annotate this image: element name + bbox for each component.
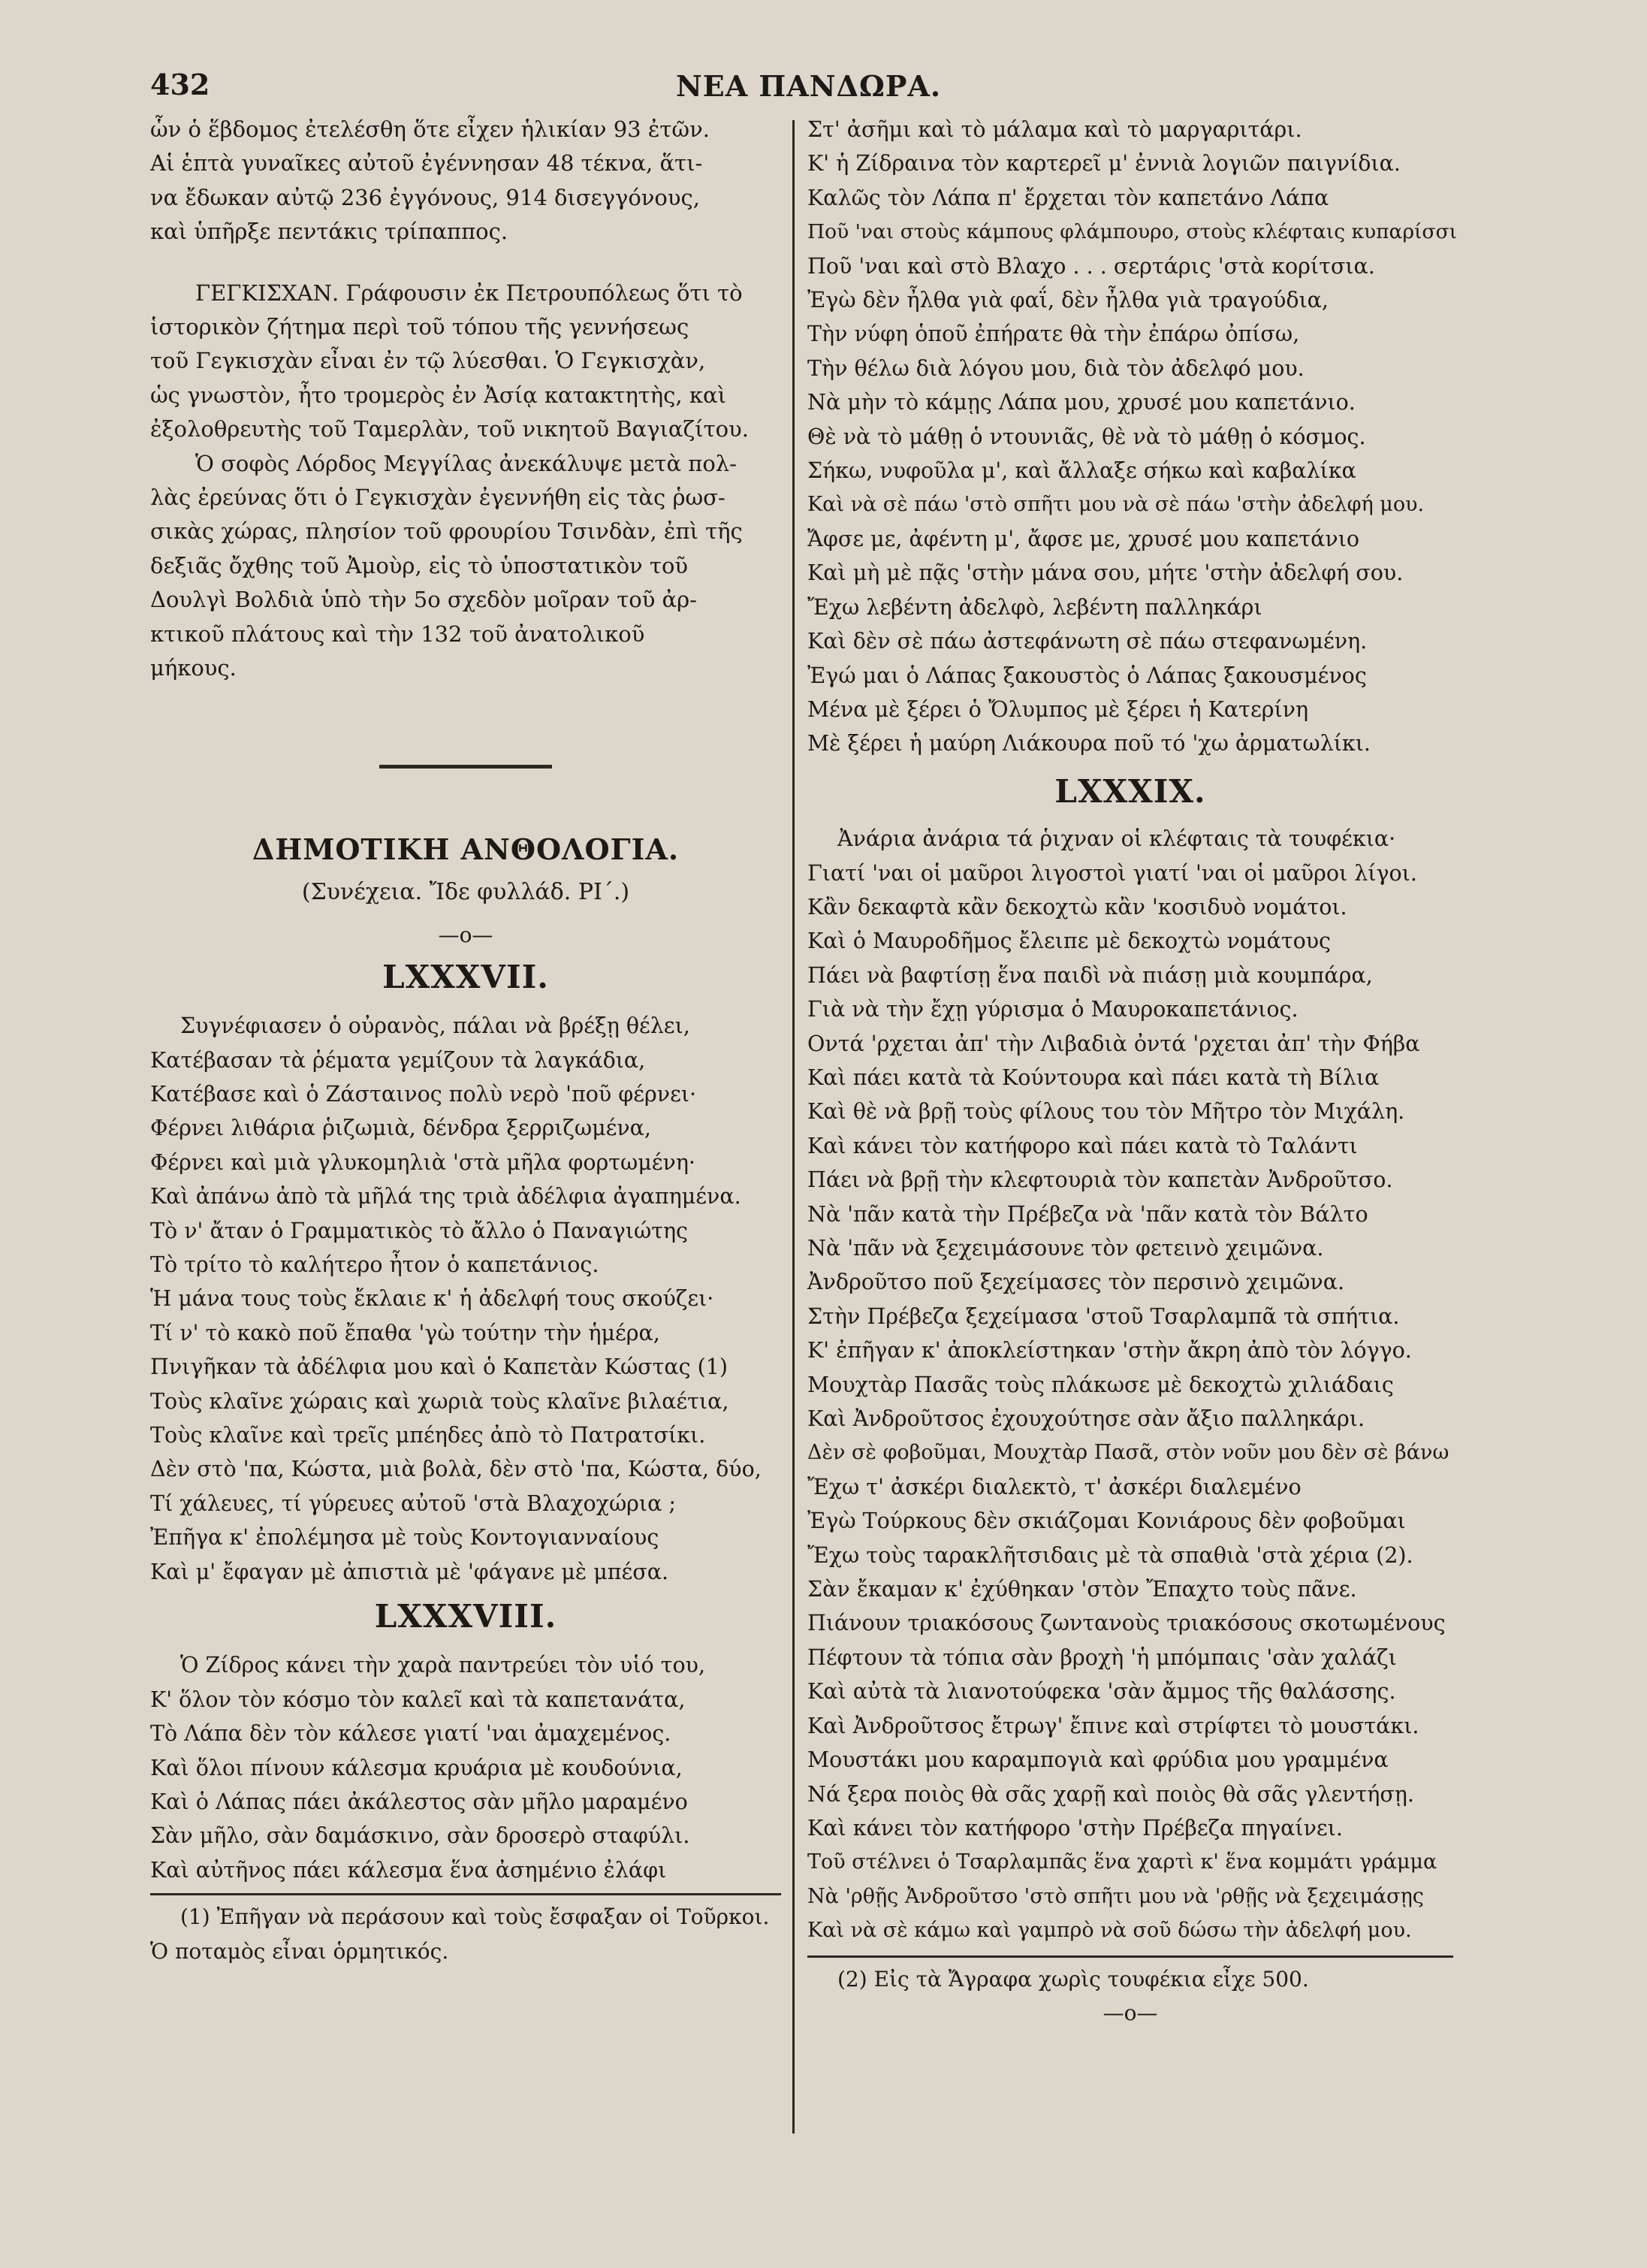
verse-line: Ἄφσε με, ἀφέντη μ', ἄφσε με, χρυσέ μου καπετάνιο bbox=[807, 526, 1360, 551]
poem-89 bbox=[807, 822, 1453, 1947]
verse-line: Γιὰ νὰ τὴν ἔχῃ γύρισμα ὁ Μαυροκαπετάνιος. bbox=[807, 997, 1299, 1022]
verse-line: Ἐπῆγα κ' ἐπολέμησα μὲ τοὺς Κοντογιανναίους bbox=[150, 1525, 659, 1551]
verse-line: Σὰν ἔκαμαν κ' ἐχύθηκαν 'στὸν Ἔπαχτο τοὺς πᾶνε. bbox=[807, 1577, 1357, 1602]
text-line: λὰς ἐρεύνας ὅτι ὁ Γεγκισχὰν ἐγεννήθη εἰς τὰς ῥωσ- bbox=[150, 485, 725, 511]
left-footnote bbox=[150, 1900, 781, 1968]
text-line: ὡς γνωστὸν, ἦτο τρομερὸς ἐν Ἀσίᾳ κατακτητὴς, καὶ bbox=[150, 382, 726, 408]
verse-line: Ἐγὼ δὲν ἦλθα γιὰ φαΐ, δὲν ἦλθα γιὰ τραγούδια, bbox=[807, 288, 1329, 313]
text-line: Αἱ ἑπτὰ γυναῖκες αὐτοῦ ἐγέννησαν 48 τέκνα, ἅτι- bbox=[150, 150, 703, 177]
genghis-paragraph bbox=[150, 276, 781, 686]
poem-87 bbox=[150, 1009, 781, 1589]
verse-line: Τὸ ν' ἄταν ὁ Γραμματικὸς τὸ ἄλλο ὁ Παναγιώτης bbox=[150, 1218, 689, 1243]
poem-88 bbox=[150, 1648, 781, 1887]
verse-line: Νὰ μὴν τὸ κάμῃς Λάπα μου, χρυσέ μου καπετάνιο. bbox=[807, 390, 1356, 415]
text-line: ἐξολοθρευτὴς τοῦ Ταμερλὰν, τοῦ νικητοῦ Βαγιαζίτου. bbox=[150, 416, 749, 442]
verse-line: Καὶ ἀπάνω ἀπὸ τὰ μῆλά της τριὰ ἀδέλφια ἀγαπημένα. bbox=[150, 1184, 741, 1209]
verse-line: Ἀνδροῦτσο ποῦ ξεχείμασες τὸν περσινὸ χειμῶνα. bbox=[807, 1270, 1345, 1295]
journal-title: ΝΕΑ ΠΑΝΔΩΡΑ. bbox=[676, 69, 942, 103]
verse-line: Νά ξερα ποιὸς θὰ σᾶς χαρῇ καὶ ποιὸς θὰ σᾶς γλεντήσῃ. bbox=[807, 1781, 1414, 1807]
verse-line: Καὶ κάνει τὸν κατήφορο καὶ πάει κατὰ τὸ Ταλάντι bbox=[807, 1133, 1358, 1158]
verse-line: Καλῶς τὸν Λάπα π' ἔρχεται τὸν καπετάνο Λάπα bbox=[807, 185, 1329, 210]
verse-line: Καὶ Ἀνδροῦτσος ἔτρωγ' ἔπινε καὶ στρίφτει τὸ μουστάκι. bbox=[807, 1713, 1419, 1738]
verse-line: Νὰ 'ρθῇς Ἀνδροῦτσο 'στὸ σπῆτι μου νὰ 'ρθῇς νὰ ξεχειμάσῃς bbox=[807, 1884, 1424, 1908]
page-header bbox=[150, 68, 1465, 105]
verse-line: Καὶ κάνει τὸν κατήφορο 'στὴν Πρέβεζα πηγαίνει. bbox=[807, 1815, 1343, 1841]
verse-line: Ἀνάρια ἀνάρια τά ῥιχναν οἱ κλέφταις τὰ τουφέκια· bbox=[837, 826, 1396, 852]
verse-line: Καὶ ὁ Λάπας πάει ἀκάλεστος σὰν μῆλο μαραμένο bbox=[150, 1789, 688, 1815]
poem-88-continued bbox=[807, 113, 1457, 761]
verse-line: Τί χάλευες, τί γύρευες αὐτοῦ 'στὰ Βλαχοχώρια ; bbox=[150, 1490, 677, 1516]
verse-line: Καὶ θὲ νὰ βρῇ τοὺς φίλους του τὸν Μῆτρο τὸν Μιχάλη. bbox=[807, 1099, 1405, 1125]
column-divider bbox=[792, 120, 795, 2134]
verse-line: Καὶ δὲν σὲ πάω ἀστεφάνωτη σὲ πάω στεφανωμένη. bbox=[807, 629, 1368, 654]
text-line: σικὰς χώρας, πλησίον τοῦ φρουρίου Τσινδὰν, ἐπὶ τῆς bbox=[150, 518, 743, 545]
verse-line: Μὲ ξέρει ἡ μαύρη Λιάκουρα ποῦ τό 'χω ἀρματωλίκι. bbox=[807, 731, 1371, 757]
verse-line: Κἂν δεκαφτὰ κἂν δεκοχτὼ κἂν 'κοσιδυὸ νομάτοι. bbox=[807, 894, 1347, 920]
verse-line: Τοὺς κλαῖνε χώραις καὶ χωριὰ τοὺς κλαῖνε βιλαέτια, bbox=[150, 1388, 729, 1414]
intro-paragraph bbox=[150, 113, 781, 249]
text-line: ἱστορικὸν ζήτημα περὶ τοῦ τόπου τῆς γεννήσεως bbox=[150, 314, 689, 340]
text-line: ὧν ὁ ἕβδομος ἐτελέσθη ὅτε εἶχεν ἡλικίαν 93 ἐτῶν. bbox=[150, 116, 710, 142]
verse-line: Καὶ ὁ Μαυροδῆμος ἔλειπε μὲ δεκοχτὼ νομάτους bbox=[807, 929, 1332, 954]
verse-line: Πιάνουν τριακόσους ζωντανοὺς τριακόσους σκοτωμένους bbox=[807, 1611, 1446, 1636]
verse-line: Πέφτουν τὰ τόπια σὰν βροχὴ 'ἡ μπόμπαις 'σὰν χαλάζι bbox=[807, 1644, 1397, 1670]
verse-line: Κατέβασαν τὰ ῥέματα γεμίζουν τὰ λαγκάδια, bbox=[150, 1047, 646, 1073]
verse-line: Πάει νὰ βαφτίσῃ ἕνα παιδὶ νὰ πιάσῃ μιὰ κουμπάρα, bbox=[807, 962, 1373, 988]
text-line: τοῦ Γεγκισχὰν εἶναι ἐν τῷ λύεσθαι. Ὁ Γεγκισχὰν, bbox=[150, 348, 706, 374]
verse-line: Καὶ νὰ σὲ κάμω καὶ γαμπρὸ νὰ σοῦ δώσω τὴν ἀδελφή μου. bbox=[807, 1919, 1412, 1943]
verse-line: Καὶ μὴ μὲ πᾷς 'στὴν μάνα σου, μήτε 'στὴν ἀδελφή σου. bbox=[807, 560, 1404, 586]
verse-line: Σὰν μῆλο, σὰν δαμάσκινο, σὰν δροσερὸ σταφύλι. bbox=[150, 1823, 690, 1849]
verse-line: Ἐγώ μαι ὁ Λάπας ξακουστὸς ὁ Λάπας ξακουσμένος bbox=[807, 663, 1367, 688]
verse-line: Συγνέφιασεν ὁ οὐρανὸς, πάλαι νὰ βρέξῃ θέλει, bbox=[180, 1013, 690, 1039]
verse-line: Ἔχω τ' ἀσκέρι διαλεκτὸ, τ' ἀσκέρι διαλεμένο bbox=[807, 1474, 1302, 1499]
text-line: καὶ ὑπῆρξε πεντάκις τρίπαππος. bbox=[150, 219, 508, 245]
verse-line: Ἔχω λεβέντη ἀδελφὸ, λεβέντη παλληκάρι bbox=[807, 594, 1262, 620]
text-line: Δουλγὶ Βολδιὰ ὑπὸ τὴν 5ο σχεδὸν μοῖραν τοῦ ἀρ- bbox=[150, 587, 697, 613]
verse-line: Μουστάκι μου καραμπογιὰ καὶ φρύδια μου γραμμένα bbox=[807, 1747, 1389, 1773]
verse-line: Τὴν νύφη ὁποῦ ἐπήρατε θὰ τὴν ἐπάρω ὀπίσω, bbox=[807, 322, 1300, 347]
verse-line: Ἐγὼ Τούρκους δὲν σκιάζομαι Κονιάρους δὲν φοβοῦμαι bbox=[807, 1508, 1406, 1534]
verse-line: Καὶ μ' ἔφαγαν μὲ ἀπιστιὰ μὲ 'φάγανε μὲ μπέσα. bbox=[150, 1559, 669, 1584]
verse-line: Κατέβασε καὶ ὁ Ζάσταινος πολὺ νερὸ 'ποῦ φέρνει· bbox=[150, 1081, 697, 1107]
verse-line: Πνιγῆκαν τὰ ἀδέλφια μου καὶ ὁ Καπετὰν Κώστας (1) bbox=[150, 1354, 728, 1380]
verse-line: Ποῦ 'ναι καὶ στὸ Βλαχο . . . σερτάρις 'στὰ κορίτσια. bbox=[807, 253, 1375, 279]
verse-line: Ὁ Ζίδρος κάνει τὴν χαρὰ παντρεύει τὸν υἱό του, bbox=[180, 1653, 706, 1678]
verse-line: Καὶ αὐτῆνος πάει κάλεσμα ἕνα ἀσημένιο ἐλάφι bbox=[150, 1857, 667, 1883]
right-column bbox=[807, 113, 1457, 2030]
verse-line: Τί ν' τὸ κακὸ ποῦ ἔπαθα 'γὼ τούτην τὴν ἡμέρα, bbox=[150, 1320, 660, 1345]
verse-line: Πάει νὰ βρῇ τὴν κλεφτουριὰ τὸν καπετὰν Ἀνδροῦτσο. bbox=[807, 1167, 1393, 1193]
verse-line: Φέρνει καὶ μιὰ γλυκομηλιὰ 'στὰ μῆλα φορτωμένη· bbox=[150, 1149, 695, 1175]
small-rule: —o— bbox=[438, 923, 493, 948]
poem-87-title: LXXXVII. bbox=[382, 958, 549, 995]
text-line: να ἔδωκαν αὐτῷ 236 ἐγγόνους, 914 δισεγγόνους, bbox=[150, 184, 700, 210]
footnote-line: (1) Ἐπῆγαν νὰ περάσουν καὶ τοὺς ἔσφαξαν οἱ Τοῦρκοι. bbox=[180, 1904, 770, 1930]
right-footnote: (2) Εἰς τὰ Ἄγραφα χωρὶς τουφέκια εἶχε 500. bbox=[837, 1966, 1309, 1992]
verse-line: Οντά 'ρχεται ἀπ' τὴν Λιβαδιὰ ὀντά 'ρχεται ἀπ' τὴν Φήβα bbox=[807, 1031, 1420, 1056]
verse-line: Τοὺς κλαῖνε καὶ τρεῖς μπέηδες ἀπὸ τὸ Πατρατσίκι. bbox=[150, 1423, 706, 1448]
verse-line: Σήκω, νυφοῦλα μ', καὶ ἄλλαξε σήκω καὶ καβαλίκα bbox=[807, 458, 1356, 484]
verse-line: Γιατί 'ναι οἱ μαῦροι λιγοστοὶ γιατί 'ναι οἱ μαῦροι λίγοι. bbox=[807, 860, 1417, 886]
verse-line: Μένα μὲ ξέρει ὁ Ὄλυμπος μὲ ξέρει ἡ Κατερίνη bbox=[807, 696, 1309, 722]
verse-line: Τοῦ στέλνει ὁ Τσαρλαμπᾶς ἕνα χαρτὶ κ' ἕνα κομμάτι γράμμα bbox=[807, 1850, 1437, 1874]
verse-line: Δὲν στὸ 'πα, Κώστα, μιὰ βολὰ, δὲν στὸ 'πα, Κώστα, δύο, bbox=[150, 1457, 762, 1482]
verse-line: Ἔχω τοὺς ταρακλῆτσιδαις μὲ τὰ σπαθιὰ 'στὰ χέρια (2). bbox=[807, 1542, 1413, 1568]
verse-line: Θὲ νὰ τὸ μάθῃ ὁ ντουνιᾶς, θὲ νὰ τὸ μάθῃ ὁ κόσμος. bbox=[807, 424, 1366, 449]
text-line: Ὁ σοφὸς Λόρδος Μεγγίλας ἀνεκάλυψε μετὰ πολ- bbox=[195, 450, 737, 476]
poem-88-title: LXXXVIII. bbox=[374, 1598, 557, 1635]
verse-line: Καὶ ὅλοι πίνουν κάλεσμα κρυάρια μὲ κουδούνια, bbox=[150, 1755, 683, 1780]
verse-line: Κ' ἐπῆγαν κ' ἀποκλείστηκαν 'στὴν ἄκρη ἀπὸ τὸν λόγγο. bbox=[807, 1338, 1412, 1364]
verse-line: Φέρνει λιθάρια ῥιζωμιὰ, δένδρα ξερριζωμένα, bbox=[150, 1116, 651, 1141]
verse-line: Κ' ἡ Ζίδραινα τὸν καρτερεῖ μ' ἐννιὰ λογιῶν παιγνίδια. bbox=[807, 151, 1401, 177]
verse-line: Καὶ πάει κατὰ τὰ Κούντουρα καὶ πάει κατὰ τὴ Βίλια bbox=[807, 1065, 1380, 1090]
verse-line: Μουχτὰρ Πασᾶς τοὺς πλάκωσε μὲ δεκοχτὼ χιλιάδαις bbox=[807, 1372, 1394, 1397]
verse-line: Καὶ Ἀνδροῦτσος ἐχουχούτησε σὰν ἄξιο παλληκάρι. bbox=[807, 1406, 1365, 1432]
text-line: ΓΕΓΚΙΣΧΑΝ. Γράφουσιν ἐκ Πετρουπόλεως ὅτι τὸ bbox=[195, 279, 743, 306]
verse-line: Νὰ 'πᾶν κατὰ τὴν Πρέβεζα νὰ 'πᾶν κατὰ τὸν Βάλτο bbox=[807, 1201, 1368, 1227]
end-rule: —o— bbox=[1103, 2000, 1158, 2025]
page-number: 432 bbox=[150, 68, 210, 101]
verse-line: Στ' ἀσῆμι καὶ τὸ μάλαμα καὶ τὸ μαργαριτάρι. bbox=[807, 117, 1302, 142]
text-line: κτικοῦ πλάτους καὶ τὴν 132 τοῦ ἀνατολικοῦ bbox=[150, 621, 645, 647]
footnote-line: Ὁ ποταμὸς εἶναι ὁρμητικός. bbox=[150, 1938, 449, 1964]
verse-line: Τὸ τρίτο τὸ καλήτερο ἦτον ὁ καπετάνιος. bbox=[150, 1252, 599, 1277]
anthology-title: ΔΗΜΟΤΙΚΗ ΑΝΘΟΛΟΓΙΑ. bbox=[252, 832, 680, 866]
verse-line: Δὲν σὲ φοβοῦμαι, Μουχτὰρ Πασᾶ, στὸν νοῦν μου δὲν σὲ βάνω bbox=[807, 1441, 1449, 1465]
verse-line: Νὰ 'πᾶν νὰ ξεχειμάσουνε τὸν φετεινὸ χειμῶνα. bbox=[807, 1236, 1324, 1261]
verse-line: Τὸ Λάπα δὲν τὸν κάλεσε γιατί 'ναι ἀμαχεμένος. bbox=[150, 1721, 671, 1747]
verse-line: Ἡ μάνα τους τοὺς ἔκλαιε κ' ἡ ἀδελφή τους σκούζει· bbox=[150, 1286, 714, 1312]
anthology-subtitle: (Συνέχεια. Ἴδε φυλλάδ. ΡΙ΄.) bbox=[301, 878, 630, 905]
verse-line: Καὶ νὰ σὲ πάω 'στὸ σπῆτι μου νὰ σὲ πάω 'στὴν ἀδελφή μου. bbox=[807, 493, 1425, 517]
verse-line: Στὴν Πρέβεζα ξεχείμασα 'στοῦ Τσαρλαμπᾶ τὰ σπήτια. bbox=[807, 1303, 1400, 1329]
verse-line: Κ' ὅλον τὸν κόσμο τὸν καλεῖ καὶ τὰ καπετανάτα, bbox=[150, 1687, 686, 1712]
poem-89-title: LXXXIX. bbox=[1054, 772, 1206, 810]
text-line: δεξιᾶς ὄχθης τοῦ Ἀμοὺρ, εἰς τὸ ὑποστατικὸν τοῦ bbox=[150, 552, 689, 578]
left-column bbox=[150, 113, 781, 1968]
verse-line: Τὴν θέλω διὰ λόγου μου, διὰ τὸν ἀδελφό μου. bbox=[807, 355, 1305, 381]
verse-line: Καὶ αὐτὰ τὰ λιανοτούφεκα 'σὰν ἄμμος τῆς θαλάσσης. bbox=[807, 1679, 1396, 1705]
verse-line: Ποῦ 'ναι στοὺς κάμπους φλάμπουρο, στοὺς κλέφταις κυπαρίσσι bbox=[807, 220, 1457, 244]
text-line: μήκους. bbox=[150, 655, 237, 681]
